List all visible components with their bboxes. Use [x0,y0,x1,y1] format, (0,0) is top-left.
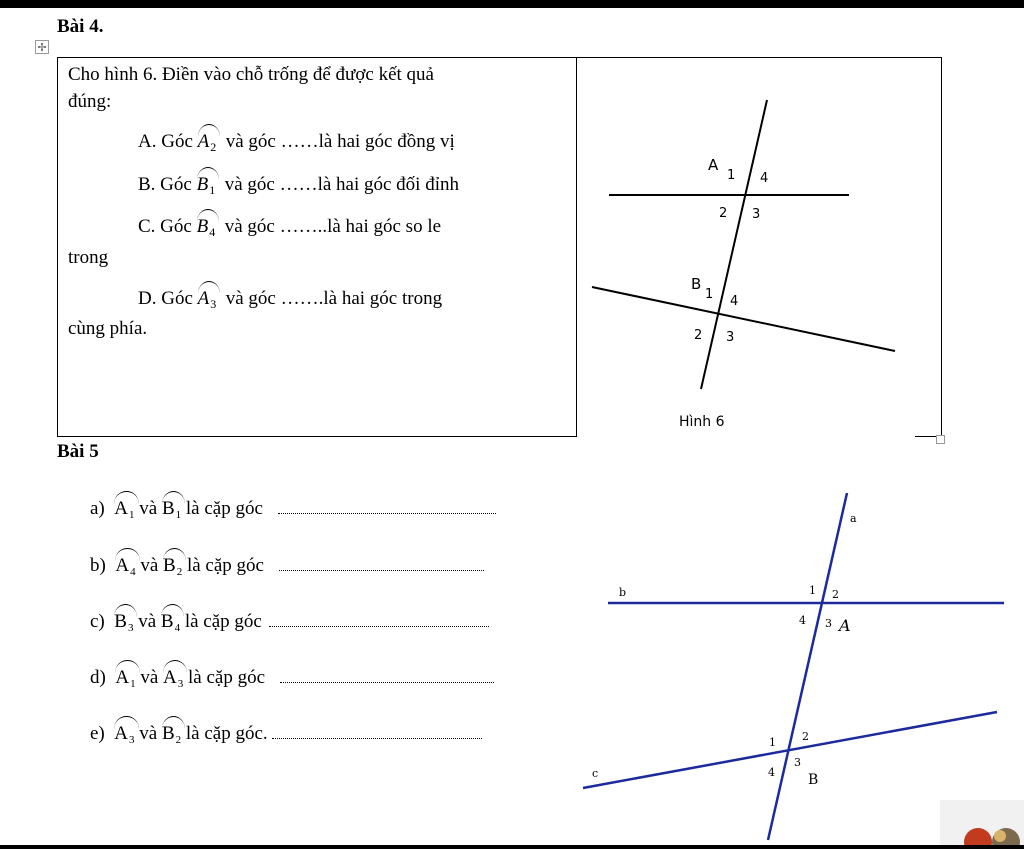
angle-B4-label: 4 [730,294,739,309]
point-B-label: B [808,772,819,788]
exercise-5-item-c [90,606,489,634]
figure-6 [577,58,940,436]
exercise-4-title: Bài 4. [57,16,104,37]
item-mid: và góc [224,174,275,195]
answer-blank[interactable]: …… [279,174,318,195]
line-c-label: c [592,767,599,780]
top-edge-bar [0,0,1024,8]
item-rest: là hai góc trong [323,288,443,309]
table-right-border [941,57,942,437]
figure-exercise-5 [575,488,1024,843]
item-conj: và [140,667,159,688]
item-prefix: D. Góc [138,288,193,309]
item-label: c) [90,611,105,632]
angle-B3-label: 3 [726,330,735,345]
avatar[interactable] [940,800,1024,845]
item-prefix: B. Góc [138,174,192,195]
angle-symbol: $A_3$ [114,718,134,746]
exercise-5-item-b [90,550,484,578]
item-label: b) [90,555,106,576]
item-rest: là cặp góc [186,555,264,576]
angle-symbol: $B_4$ [161,606,180,634]
angle-symbol: $A_2$ [198,126,217,153]
table-left-border [57,57,58,437]
angle-symbol: $B_2$ [163,550,182,578]
item-rest: là cặp góc [185,498,263,519]
item-rest: là hai góc đối đỉnh [317,174,459,195]
parallel-line-bottom [592,287,895,351]
item-mid: và góc [225,288,276,309]
item-label: a) [90,498,105,519]
angle-symbol: $A_4$ [115,550,135,578]
item-prefix: A. Góc [138,131,193,152]
answer-line[interactable] [280,668,494,683]
angle-symbol: $A_3$ [163,662,183,690]
angle-symbol: $A_3$ [198,283,217,310]
item-mid: và góc [225,131,276,152]
exercise-4-item-d [138,283,442,310]
point-A-label: A [708,156,719,174]
item-conj: và [139,498,158,519]
angle-B1-label: 1 [705,287,714,302]
angle-symbol: $A_1$ [114,493,134,521]
table-bottom-border-left [57,436,576,437]
item-rest: là cặp góc [187,667,265,688]
angle-B3-label: 3 [794,756,801,769]
angle-B1-label: 1 [769,736,776,749]
transversal-line [701,100,767,389]
angle-symbol: $A_1$ [115,662,135,690]
angle-symbol: $B_1$ [162,493,181,521]
item-label: d) [90,667,106,688]
angle-symbol: $B_4$ [197,211,216,238]
answer-line[interactable] [279,556,484,571]
angle-symbol: $B_3$ [114,606,133,634]
exercise-4-intro-line2: đúng: [68,91,112,112]
figure-6-caption: Hình 6 [679,414,725,430]
angle-B2-label: 2 [802,730,809,743]
item-rest: là hai góc so le [327,216,442,237]
exercise-4-item-c [138,211,441,238]
angle-A2-label: 2 [832,588,839,601]
exercise-5-item-a [90,493,496,521]
answer-line[interactable] [269,612,489,627]
table-resize-handle[interactable] [936,435,945,444]
exercise-5-item-d [90,662,494,690]
angle-A3-label: 3 [825,617,832,630]
point-B-label: B [691,275,702,293]
exercise-4-intro-line1: Cho hình 6. Điền vào chỗ trống để được kết quả [68,64,434,85]
answer-blank[interactable]: …….. [279,216,328,237]
item-conj: và [138,611,157,632]
angle-A1-label: 1 [727,168,736,183]
angle-A2-label: 2 [719,206,728,221]
angle-symbol: $B_2$ [162,718,181,746]
exercise-5-item-e [90,718,482,746]
answer-line[interactable] [272,724,482,739]
exercise-5-title: Bài 5 [57,441,99,462]
angle-A4-label: 4 [760,171,769,186]
angle-A1-label: 1 [809,584,816,597]
item-rest: là cặp góc [184,611,262,632]
item-prefix: C. Góc [138,216,192,237]
exercise-4-item-a [138,126,455,153]
line-a-label: a [850,512,857,525]
angle-A3-label: 3 [752,207,761,222]
angle-B4-label: 4 [768,766,775,779]
item-mid: và góc [224,216,275,237]
answer-line[interactable] [278,499,496,514]
answer-blank[interactable]: …… [280,131,319,152]
angle-B2-label: 2 [694,328,703,343]
angle-A4-label: 4 [799,614,806,627]
answer-blank[interactable]: ……. [280,288,324,309]
point-A-label: A [839,616,851,635]
avatar-image-icon [940,800,1024,845]
item-rest: là cặp góc. [185,723,268,744]
table-move-handle-icon[interactable]: ✢ [35,40,49,54]
item-conj: và [139,723,158,744]
exercise-4-item-b [138,169,459,196]
item-conj: và [140,555,159,576]
exercise-4-item-d-continued: cùng phía. [68,318,148,339]
line-c [583,712,997,788]
bottom-edge-bar [0,845,1024,849]
angle-symbol: $B_1$ [197,169,216,196]
item-label: e) [90,723,105,744]
line-b-label: b [619,586,627,599]
item-rest: là hai góc đồng vị [318,131,455,152]
exercise-4-item-c-continued: trong [68,247,109,268]
